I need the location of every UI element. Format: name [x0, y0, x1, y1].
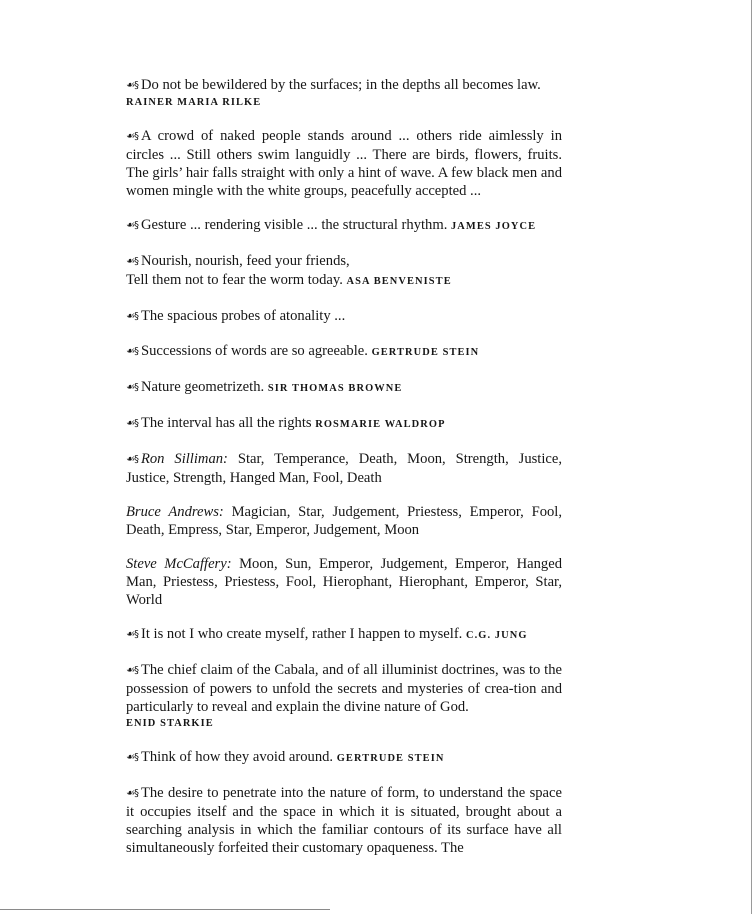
- quote-joyce: [126, 216, 562, 236]
- quote-author: JAMES JOYCE: [451, 221, 537, 232]
- quote-starkie: [126, 661, 562, 732]
- ornament-icon: ☙§: [126, 752, 138, 763]
- quote-stein-1: [126, 342, 562, 362]
- quote-text: It is not I who create myself, rather I happen to myself.: [140, 626, 463, 642]
- speaker-name: Steve McCaffery:: [126, 556, 232, 572]
- tarot-andrews: [126, 503, 562, 539]
- quote-line-1: Nourish, nourish, feed your friends,: [140, 253, 350, 269]
- quote-author: ENID STARKIE: [126, 718, 214, 729]
- quote-crowd: [126, 127, 562, 200]
- tarot-silliman: [126, 450, 562, 487]
- tarot-list: Star, Temperance, Death, Moon, Strength, Justice, Justice, Strength, Hanged Man, Fool, Death: [126, 451, 563, 486]
- quote-rilke: [126, 76, 562, 111]
- ornament-icon: ☙§: [126, 454, 138, 465]
- quote-text: A crowd of naked people stands around ... others ride aimlessly in circles ... Still others swim languidly ... There are birds, flowers, fruits. The girls’ hair falls straight with only a hint of wave. A few black men and women mingle with the white groups, peacefully accepted ...: [126, 128, 562, 199]
- page-edge-right: [751, 0, 752, 914]
- quote-benveniste: [126, 252, 562, 291]
- ornament-icon: ☙§: [126, 311, 138, 322]
- quote-author: ROSMARIE WALDROP: [315, 419, 446, 430]
- ornament-icon: ☙§: [126, 629, 138, 640]
- ornament-icon: ☙§: [126, 788, 138, 799]
- tarot-list: Moon, Sun, Emperor, Judgement, Emperor, Hanged Man, Priestess, Priestess, Fool, Hierophant, Hierophant, Emperor, Star, World: [126, 556, 562, 608]
- speaker-name: Ron Silliman:: [140, 451, 228, 467]
- ornament-icon: ☙§: [126, 220, 138, 231]
- quote-author: RAINER MARIA RILKE: [126, 97, 262, 108]
- quote-author: GERTRUDE STEIN: [336, 753, 445, 764]
- ornament-icon: ☙§: [126, 256, 138, 267]
- quote-waldrop: [126, 414, 562, 434]
- quote-text: Think of how they avoid around.: [140, 749, 334, 765]
- quote-author: C.G. JUNG: [466, 630, 528, 641]
- quote-stein-2: [126, 748, 562, 768]
- quote-line-2: Tell them not to fear the worm today.: [126, 272, 343, 288]
- quote-browne: [126, 378, 562, 398]
- quote-text: Gesture ... rendering visible ... the structural rhythm.: [140, 217, 448, 233]
- tarot-list: Magician, Star, Judgement, Priestess, Emperor, Fool, Death, Empress, Star, Emperor, Judgement, Moon: [126, 504, 562, 538]
- quote-author: GERTRUDE STEIN: [371, 347, 480, 358]
- quote-jung: [126, 625, 562, 645]
- quote-atonality: [126, 307, 562, 326]
- quote-text: Do not be bewildered by the surfaces; in the depths all becomes law.: [140, 77, 541, 93]
- quote-text: Nature geometrizeth.: [140, 379, 265, 395]
- speaker-name: Bruce Andrews:: [126, 504, 224, 520]
- quote-author: SIR THOMAS BROWNE: [267, 383, 403, 394]
- quote-text: The desire to penetrate into the nature of form, to understand the space it occupies itself and the space in which it is situated, brought about a searching analysis in which the familiar contours of its surface have all simultaneously forfeited their customary opaqueness. The: [126, 785, 562, 856]
- ornament-icon: ☙§: [126, 665, 138, 676]
- quote-author: ASA BENVENISTE: [346, 276, 452, 287]
- quote-form: [126, 784, 562, 857]
- quote-text: The spacious probes of atonality ...: [140, 308, 346, 324]
- ornament-icon: ☙§: [126, 346, 138, 357]
- ornament-icon: ☙§: [126, 80, 138, 91]
- quote-text: Successions of words are so agreeable.: [140, 343, 368, 359]
- quote-text: The interval has all the rights: [140, 415, 312, 431]
- ornament-icon: ☙§: [126, 382, 138, 393]
- quotation-column: [126, 76, 562, 857]
- quote-text: The chief claim of the Cabala, and of all illuminist doctrines, was to the possession of powers to unfold the secrets and mysteries of crea-tion and particularly to reveal and explain the divine nature of God.: [126, 662, 562, 715]
- ornament-icon: ☙§: [126, 418, 138, 429]
- tarot-mccaffery: [126, 555, 562, 609]
- page-edge-bottom: [0, 909, 330, 910]
- ornament-icon: ☙§: [126, 131, 138, 142]
